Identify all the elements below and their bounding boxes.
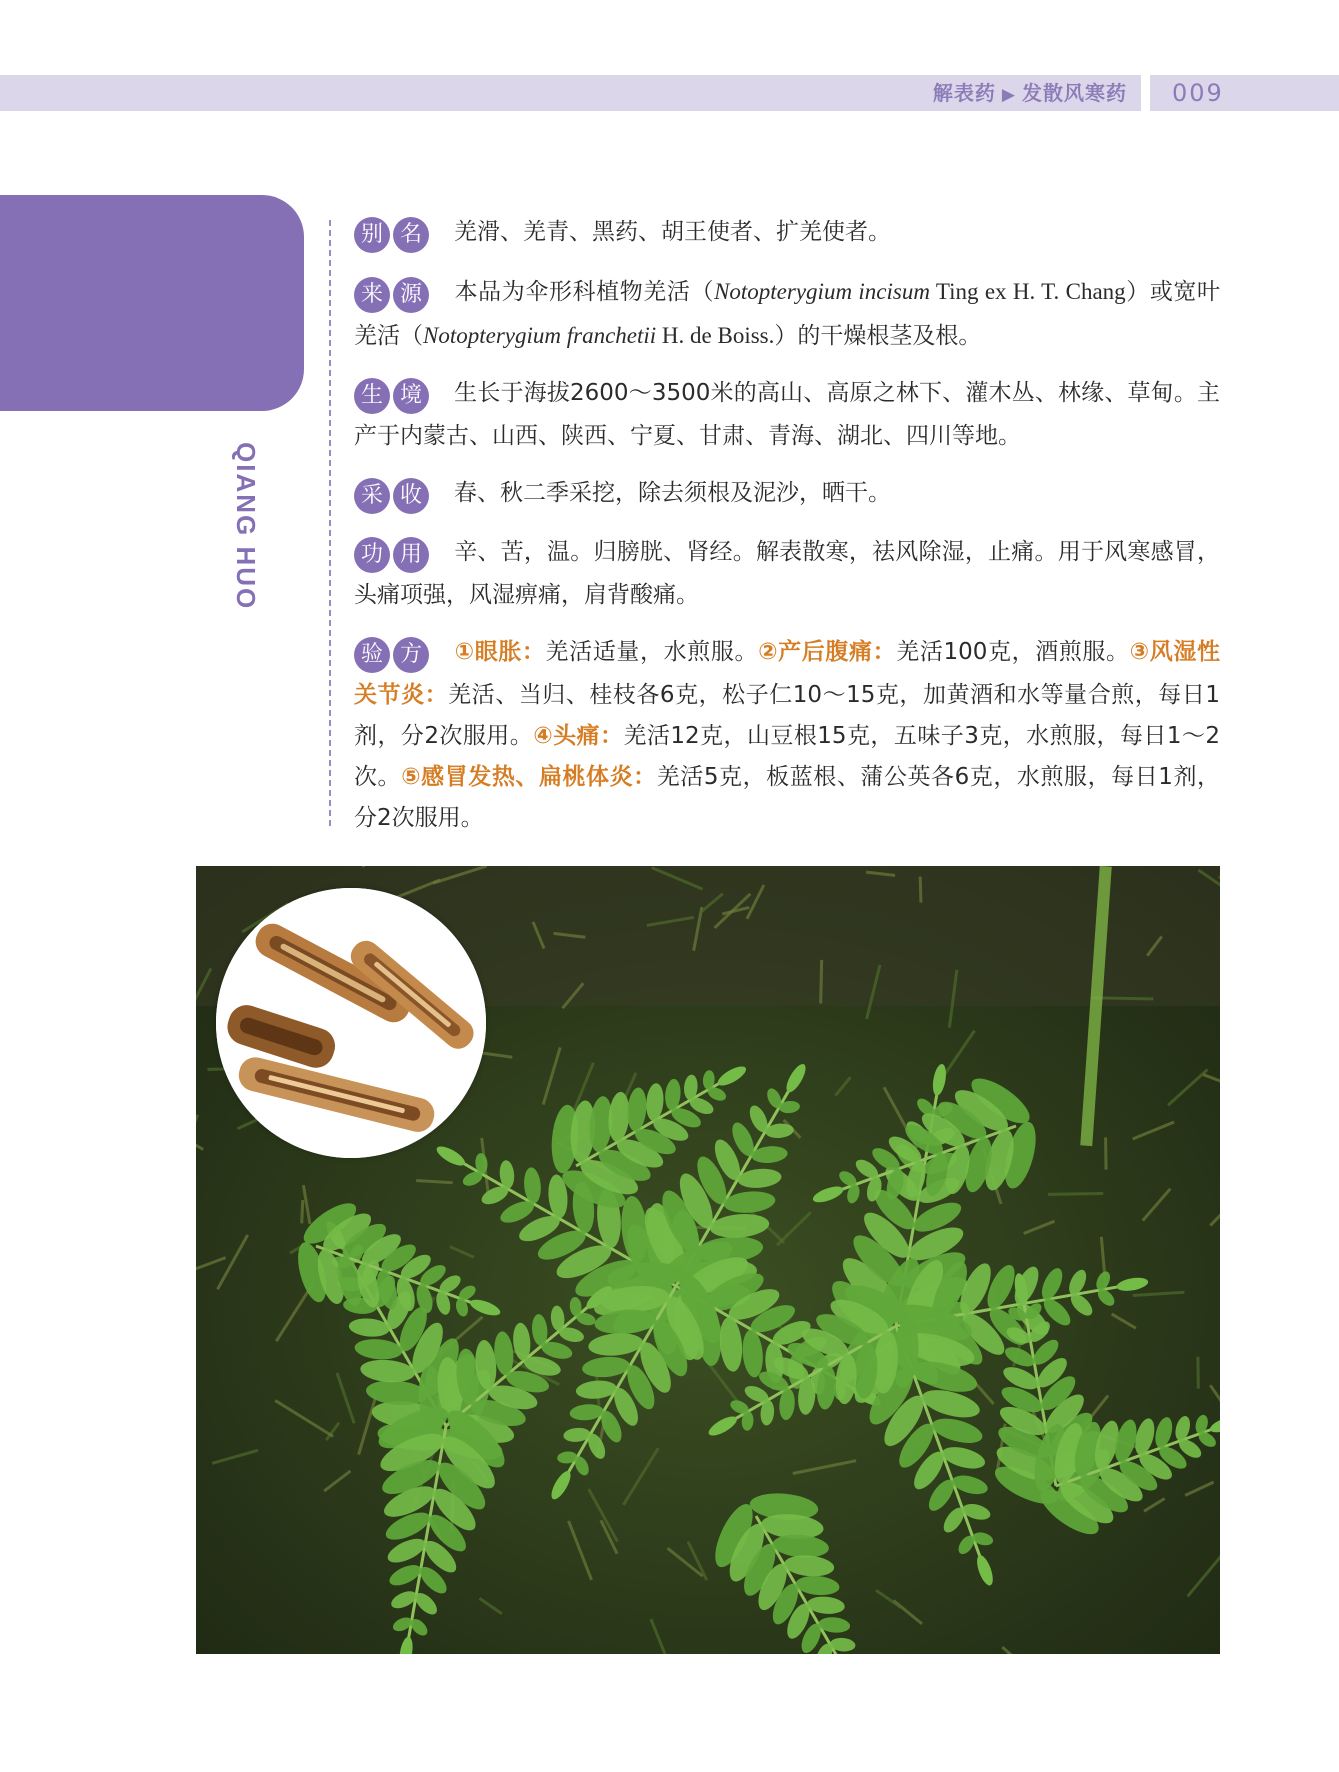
alias-text: 羌滑、羌青、黑药、胡王使者、扩羌使者。 bbox=[454, 219, 891, 245]
habitat-paragraph bbox=[354, 373, 1220, 457]
remedies-tag: 验 方 bbox=[354, 634, 432, 675]
arrow-right-icon: ▶ bbox=[1001, 85, 1016, 105]
breadcrumb bbox=[933, 75, 1127, 111]
remedy-label: ⑤感冒发热、扁桃体炎： bbox=[401, 764, 657, 790]
dried-root-inset bbox=[216, 888, 486, 1158]
harvest-tag: 采 收 bbox=[354, 475, 432, 516]
side-tab bbox=[0, 195, 304, 411]
scientific-name: Notopterygium franchetii H. de Boiss. bbox=[423, 323, 775, 348]
remedy-label: ①眼胀： bbox=[454, 639, 546, 665]
remedy-label: ④头痛： bbox=[533, 723, 624, 749]
habitat-tag: 生 境 bbox=[354, 375, 432, 416]
dashed-divider bbox=[329, 220, 331, 826]
entry-content bbox=[354, 212, 1220, 855]
section-title: 解表药 bbox=[932, 81, 996, 105]
function-text: 辛、苦，温。归膀胱、肾经。解表散寒，祛风除湿，止痛。用于风寒感冒，头痛项强，风湿痹痛，肩背酸痛。 bbox=[354, 539, 1220, 608]
remedy-label: ②产后腹痛： bbox=[758, 639, 897, 665]
subsection-title: 发散风寒药 bbox=[1022, 81, 1127, 105]
pinyin-title: QIANG HUO bbox=[231, 442, 261, 611]
dried-root-slices-image bbox=[216, 888, 486, 1158]
source-paragraph: 来 源 本品为伞形科植物羌活（Notopterygium incisum Ting ex H. T. Chang）或宽叶羌活（Notopterygium franchetii H. de Boiss.）的干燥根茎及根。 bbox=[354, 271, 1220, 357]
source-tag: 来 源 bbox=[354, 274, 432, 315]
alias-tag: 别 名 bbox=[354, 214, 432, 255]
habitat-text: 生长于海拔2600～3500米的高山、高原之林下、灌木丛、林缘、草甸。主产于内蒙古、山西、陕西、宁夏、甘肃、青海、湖北、四川等地。 bbox=[354, 380, 1220, 449]
harvest-text: 春、秋二季采挖，除去须根及泥沙，晒干。 bbox=[454, 480, 891, 506]
function-tag: 功 用 bbox=[354, 534, 432, 575]
page-number: 009 bbox=[1172, 79, 1224, 107]
scientific-name: Notopterygium incisum Ting ex H. T. Chang bbox=[714, 279, 1126, 304]
harvest-paragraph bbox=[354, 473, 1220, 516]
function-paragraph bbox=[354, 532, 1220, 616]
alias-paragraph bbox=[354, 212, 1220, 255]
remedies-paragraph: 验 方 ①眼胀：羌活适量，水煎服。②产后腹痛：羌活100克，酒煎服。③风湿性关节炎：羌活、当归、桂枝各6克，松子仁10～15克，加黄酒和水等量合煎，每日1剂，分2次服用。④头痛：羌活12克，山豆根15克，五味子3克，水煎服，每日1～2次。⑤感冒发热、扁桃体炎：羌活5克，板蓝根、蒲公英各6克，水煎服，每日1剂，分2次服用。 bbox=[354, 632, 1220, 839]
remedy-label: ③风湿性关节炎： bbox=[354, 639, 1220, 708]
